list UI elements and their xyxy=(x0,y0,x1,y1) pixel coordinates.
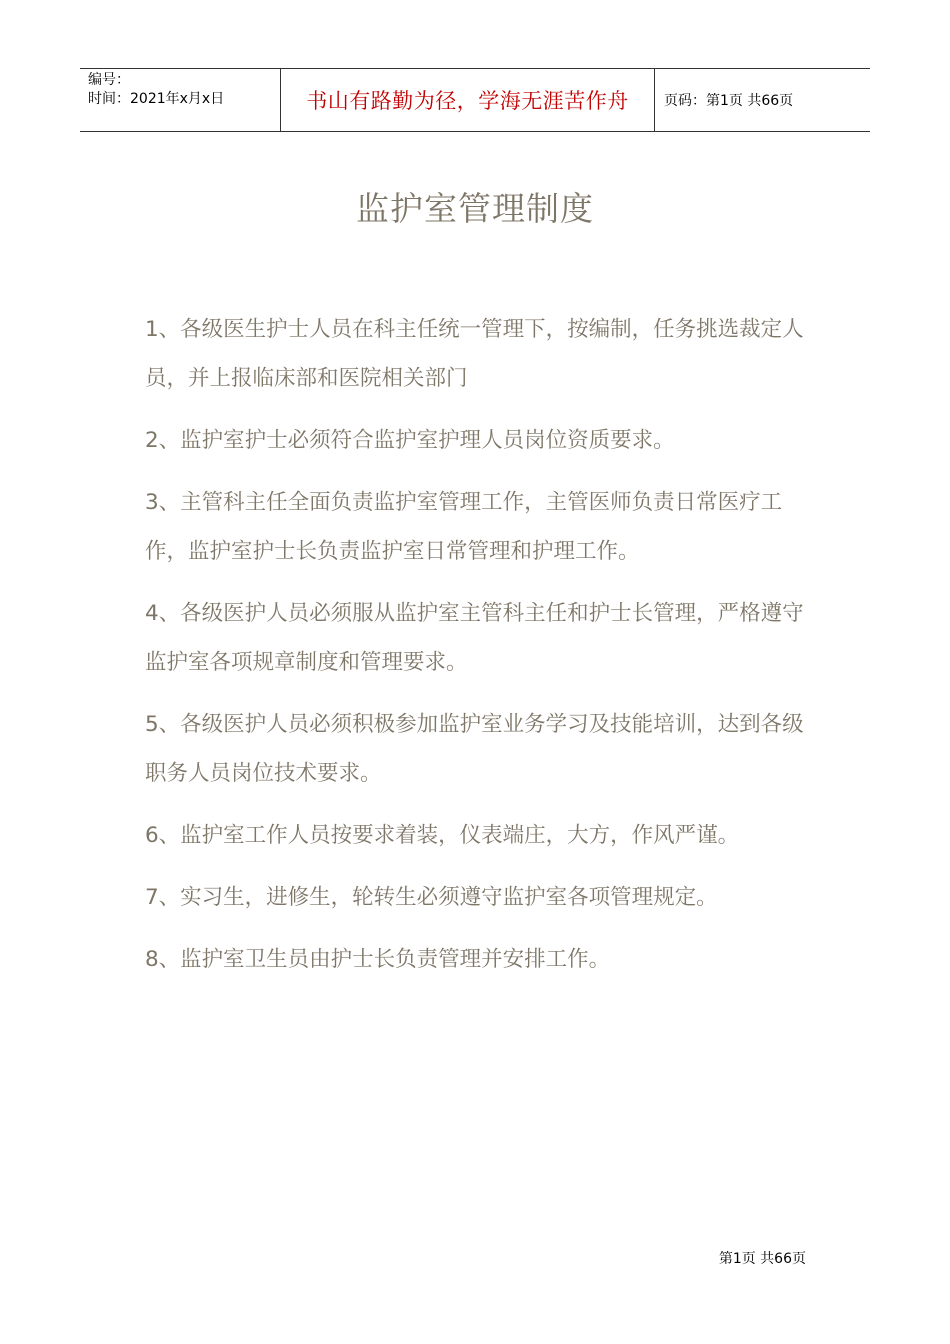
paragraph-1: 1、各级医生护士人员在科主任统一管理下，按编制，任务挑选裁定人员，并上报临床部和医院相关部门 xyxy=(145,317,804,391)
paragraph-6: 6、监护室工作人员按要求着装，仪表端庄，大方，作风严谨。 xyxy=(145,823,740,848)
paragraph-7: 7、实习生，进修生，轮转生必须遵守监护室各项管理规定。 xyxy=(145,885,718,910)
paragraph-8: 8、监护室卫生员由护士长负责管理并安排工作。 xyxy=(145,947,611,972)
document-title: 监护室管理制度 xyxy=(356,189,594,228)
paragraph-4: 4、各级医护人员必须服从监护室主管科主任和护士长管理，严格遵守监护室各项规章制度和管理要求。 xyxy=(145,601,804,675)
date-label: 时间：2021年x月x日 xyxy=(88,91,225,107)
header-meta xyxy=(80,69,281,131)
footer-page-number: 第1页 共66页 xyxy=(718,1251,806,1267)
paragraph-3: 3、主管科主任全面负责监护室管理工作，主管医师负责日常医疗工作，监护室护士长负责监护室日常管理和护理工作。 xyxy=(145,490,783,564)
serial-number-label: 编号： xyxy=(88,72,130,88)
document-header xyxy=(80,68,870,132)
header-motto: 书山有路勤为径，学海无涯苦作舟 xyxy=(281,69,655,131)
paragraph-2: 2、监护室护士必须符合监护室护理人员岗位资质要求。 xyxy=(145,428,675,453)
paragraph-5: 5、各级医护人员必须积极参加监护室业务学习及技能培训，达到各级职务人员岗位技术要求。 xyxy=(145,712,804,786)
document-body xyxy=(145,305,810,997)
header-page-info: 页码：第1页 共66页 xyxy=(664,93,794,109)
